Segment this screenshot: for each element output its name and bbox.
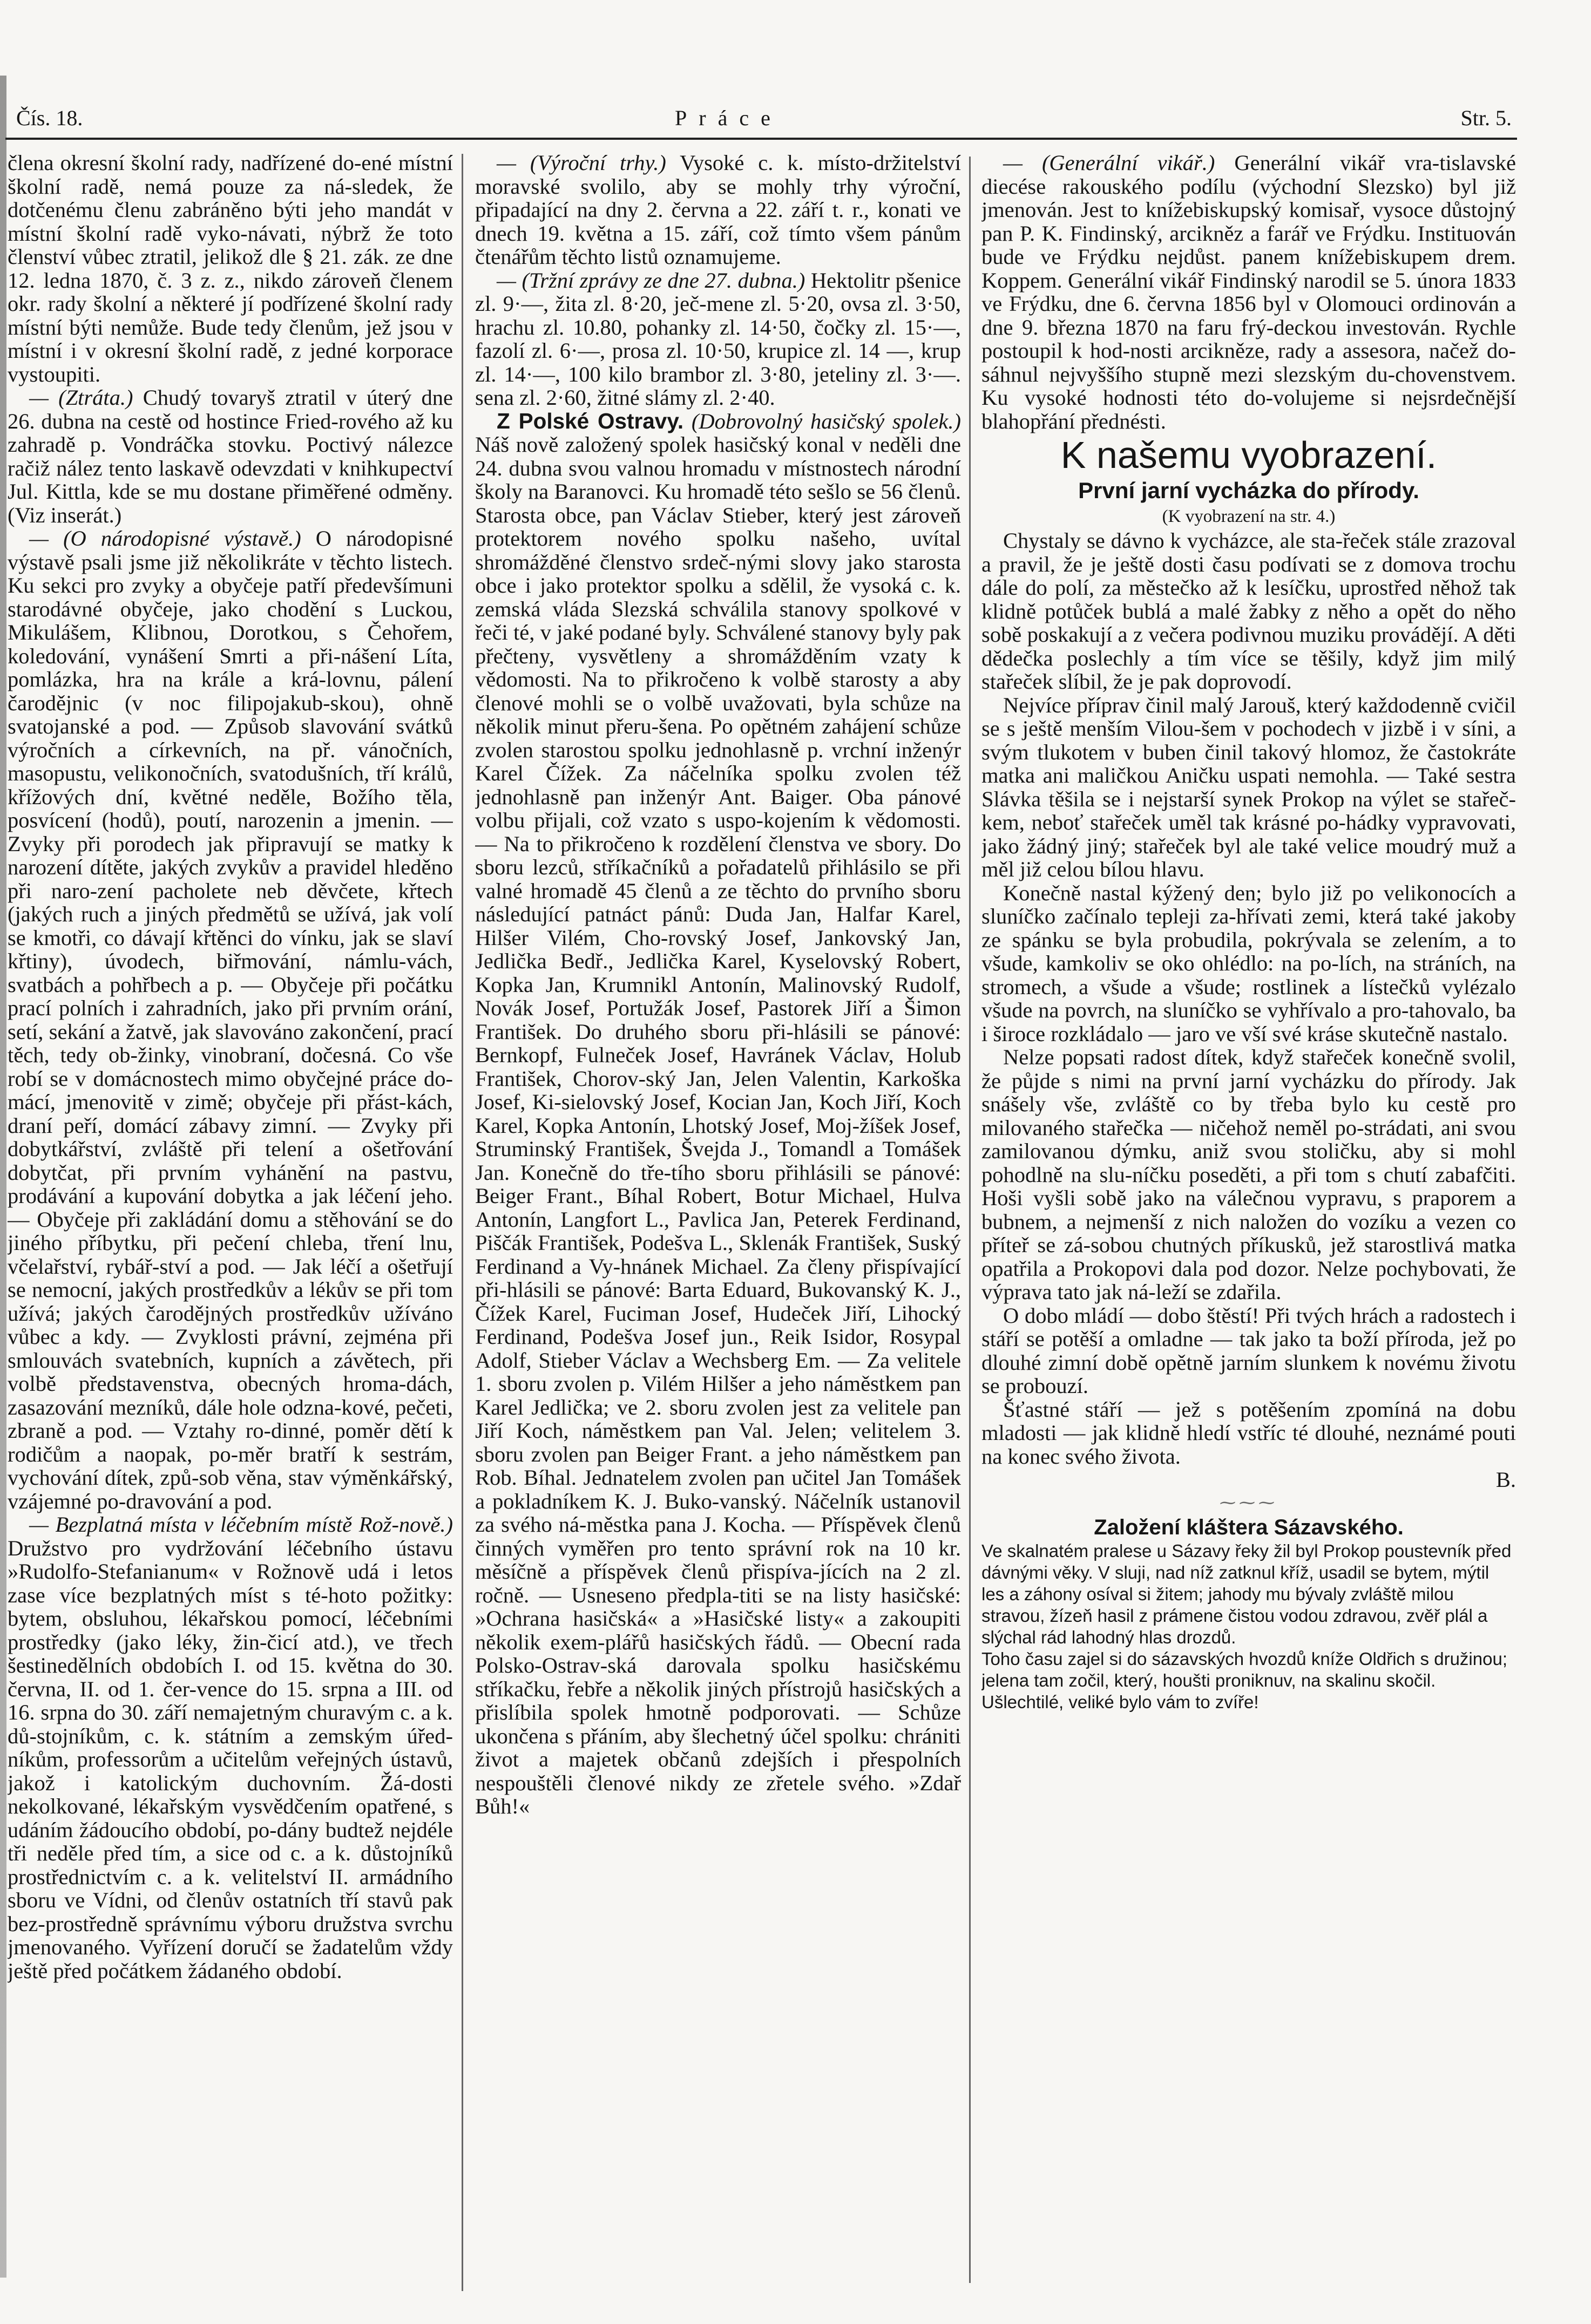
- article-lead: — (O národopisné výstavě.): [29, 526, 301, 551]
- article-lead: — (Tržní zprávy ze dne 27. dubna.): [497, 268, 805, 293]
- article-body: Generální vikář vra-tislavské diecése rakouského podílu (východní Slezsko) byl již jmenován. Jest to knížebiskupský komisař, vysoce důstojný pan P. K. Findinský, arcikněz a farář ve Frýdku. Instituován bude ve Frýdku nejdůst. panem knížebiskupem drem. Koppem. Generální vikář Findinský narodil se 5. února 1833 ve Frýdku, dne 6. června 1856 byl v Olomouci ordinován a dne 9. března 1870 na faru frý-deckou investován. Rychle postoupil k hod-nosti arcikněze, rady a assesora, načež do-sáhnul nejvyššího stupně mezi slezským du-chovenstvem. Ku vysoké hodnosti této do-volujeme si nejsrdečnější blahopřání přednésti.: [981, 151, 1516, 433]
- article-lead: — (Ztráta.): [29, 385, 133, 410]
- illustration-subheading: První jarní vycházka do přírody.: [1078, 478, 1419, 503]
- illustration-heading: K našemu vyobrazení.: [1060, 434, 1437, 476]
- column-3: [981, 151, 1516, 2272]
- market-report-article: [475, 269, 961, 410]
- article-body: Družstvo pro vydržování léčebního ústavu »Rudolfo-Stefanianum« v Rožnově udá i letos zase více bezplatných míst s té-hoto požitky: bytem, obsluhou, lékařskou pomocí, léčebními prostředky (jako léky, žin-čicí atd.), ve třech šestinedělních obdobích I. od 15. května do 30. června, II. od 1. čer-vence do 15. srpna a III. od 16. srpna do 30. září nemajetným churavým c. a k. dů-stojníkům, c. k. státním a zemským úřed-níkům, professorům a učitelům veřejných ústavů, jakož i katolickým duchovním. Žá-dosti nekolkované, lékařským vysvědčením opatřené, s udáním žádoucího období, po-dány budtež nejdéle tři neděle před tím, a sice od c. a k. důstojníků prostřednictvím c. a k. velitelství II. armádního sboru ve Vídni, od členův ostatních tří stavů pak bez-prostředně správnímu výboru družstva svrchu jmenovaného. Vyřízení doručí se žadatelům vždy ještě před počátkem žádaného období.: [8, 1535, 453, 1983]
- section-ornament: ⁓⁓⁓: [1220, 1493, 1278, 1512]
- column-divider: [462, 154, 463, 2291]
- issue-number: Čís. 18.: [16, 106, 83, 130]
- story-paragraph: Konečně nastal kýžený den; bylo již po velikonocích a sluníčko začínalo tepleji za-hřívati zemi, která také jakoby ze spánku se byla probudila, pokrývala se zelením, a to všude, kamkoliv se oko ohlédlo: na po-lích, na stráních, na stromech, a všude a všude; rostlinek a lístečků vylézalo všude na povrch, na sluníčko se vyhřívalo a pro-tahovalo, ba i široce rozkládalo — jaro ve vší své kráse skutečně nastalo.: [981, 880, 1516, 1046]
- article-lead: (Dobrovolný hasičský spolek.): [691, 409, 961, 433]
- article-lead: — (Generální vikář.): [1003, 151, 1215, 175]
- poem-stanza: Ve skalnatém pralese u Sázavy řeky žil byl Prokop poustevník před dávnými věky. V sluji, nad níž zatknul kříž, usadil se bytem, mýtil les a záhony osíval si žitem; jahody mu bývaly zvláště milou stravou, žízeň hasil z prámene čistou vodou zdravou, zvěř plál a slýchal rád lahodný hlas drozdů.: [981, 1540, 1512, 1647]
- article-body: O národopisné výstavě psali jsme již několikráte v těchto listech. Ku sekci pro zvyky a obyčeje patří předevšímuni starodávné obyčeje, jako chodění s Luckou, Mikulášem, Klibnou, Dorotkou, s Čehořem, koledování, vynášení Smrti a při-nášení Líta, pomlázka, hra na krále a krá-lovnu, pálení čarodějnic (v noc filipojakub-skou), ohně svatojanské a pod. — Způsob slavování svátků výročních a církevních, na př. vánočních, masopustu, velikonočních, svatodušních, tří králů, křížových dní, květné neděle, Božího těla, posvícení (hodů), poutí, narozenin a jmenin. — Zvyky při porodech jak připravují se matky k narození dítěte, jakých zvykův a pravidel hleděno při naro-zení pacholete neb děvčete, křtech (jakých ruch a jiných předmětů se užívá, jak volí se kmotři, co dávají křtěnci do vínku, jak se slaví křtiny), úvodech, biřmování, námlu-vách, svatbách a pohřbech a p. — Obyčeje při počátku prací polních i zahradních, jako při prvním orání, setí, sekání a žatvě, jak slavováno zakončení, prací těch, tedy ob-žinky, vinobraní, dočesná. Co vše robí se v domácnostech mimo obyčejné práce do-mácí, jmenovitě v zimě; obyčeje při přást-kách, draní peří, domácí zábavy zimní. — Zvyky při dobytkářství, zvláště při telení a ošetřování dobytčat, při prvním vyhánění na pastvu, prodávání a kupování dobytka a jak léčení jeho. — Obyčeje při zakládání domu a stěhování se do jiného příbytku, při pečení chleba, tření lnu, včelařství, rybář-ství a pod. — Jak léčí a ošetřují se nemocní, jakých prostředkův a lékův se při tom užívá; jakých čarodějných prostředkův užíváno vůbec a kdy. — Zvyklosti právní, zejména při smlouvách svatebních, kupních a závětech, při volbě představenstva, obecných hroma-dách, zasazování mezníků, dále hole odzna-kové, pečeti, zbraně a pod. — Vztahy ro-dinné, poměr dětí k rodičům a naopak, po-měr bratří k sestrám, vychování dítek, způ-sob věna, stav výměnkářský, vzájemné po-dravování a pod.: [8, 526, 453, 1513]
- poem-title: Založení kláštera Sázavského.: [1094, 1515, 1404, 1539]
- page-number: Str. 5.: [1460, 106, 1512, 130]
- column-divider: [969, 157, 971, 2283]
- story-paragraph: Nejvíce příprav činil malý Jarouš, který každodenně cvičil se s ještě menším Vilou-šem v pochodech v jizbě i v síni, a svým tlukotem v buben činil takový hlomoz, že častokráte matka ani maličkou Aničku uspati nemohla. — Také sestra Slávka těšila se i nejstarší synek Prokop na výlet se stařeč-kem, neboť stařeček uměl tak krásné po-hádky vypravovati, jako žádný jiný; stařeček byl ale také velice moudrý muž a měl již celou bílou hlavu.: [981, 692, 1516, 881]
- page-edge-shadow: [0, 76, 6, 2278]
- column-2: [475, 151, 961, 2272]
- school-board-paragraph: člena okresní školní rady, nadřízené do-ené místní školní radě, nemá pouze za ná-sledek, že dotčenému členu zabráněno býti jeho mandát v místní školní radě vyko-návati, nýbrž že toto členství vůbec ztratil, jelikož dle § 21. zák. ze dne 12. ledna 1870, č. 3 z. z., nikdo zároveň členem okr. rady školní a některé jí podřízené školní rady místní býti nemůže. Bude tedy členům, jež jsou v místní i v okresní školní radě, z jedné korporace vystoupiti.: [8, 151, 453, 386]
- story-paragraph: Nelze popsati radost dítek, když stařeček konečně svolil, že půjde s nimi na první jarní vycházku do přírody. Jak snášely vše, zvláště co by třeba bylo ku cestě pro milovaného stařečka — ničehož neměl po-strádati, ani svou zamilovanou dýmku, aniž svou stoličku, aby si mohl pohodlně na slu-níčku poseděti, a při tom s chutí zabafčiti. Hoši vyšli sobě jako na válečnou vypravu, s praporem a bubnem, a nejmenší z nich naložen do vozíku a vezen co příteř se zá-sobou chutných příkusků, jež starostlivá matka opatřila a Prokopovi dala pod dozor. Nelze pochybovati, že výprava tato jak ná-leží se zdařila.: [981, 1045, 1516, 1304]
- poem-stanza: Toho času zajel si do sázavských hvozdů kníže Oldřich s družinou; jelena tam zočil, který, houšti proniknuv, na skalinu skočil. Ušlechtilé, veliké bylo vám to zvíře!: [981, 1648, 1507, 1712]
- poem: [981, 1540, 1516, 1713]
- annual-fairs-article: [475, 151, 961, 269]
- author-signature: B.: [1495, 1467, 1516, 1492]
- lost-item-article: [8, 386, 453, 527]
- column-1: [8, 151, 453, 2299]
- article-lead: — (Výroční trhy.): [497, 151, 666, 175]
- vicar-general-article: [981, 151, 1516, 433]
- spa-places-article: [8, 1513, 453, 1982]
- article-body: Hektolitr pšenice zl. 9·—, žita zl. 8·20, ječ-mene zl. 5·20, ovsa zl. 3·50, hrachu zl. 10.80, pohanky zl. 14·50, čočky zl. 15·—, fazolí zl. 6·—, prosa zl. 10·50, krupice zl. 14 —, krup zl. 14·—, 100 kilo brambor zl. 3·80, jeteliny zl. 3·—. sena zl. 2·60, žitné slámy zl. 2·40.: [475, 268, 961, 410]
- newspaper-title: Práce: [675, 106, 782, 130]
- story-paragraph: Chystaly se dávno k vycházce, ale sta-řeček stále zrazoval a pravil, že je ještě dosti času podívati se z domova trochu dále do polí, za městečko až k lesíčku, uprostřed něhož tak klidně potůček bublá a malé žabky z něho a opět do něho sobě poskakují a z večera podivnou muziku provádějí. A děti dědečka poslechly a tím více se těšily, když jim milý stařeček slíbil, že je pak doprovodí.: [981, 528, 1516, 694]
- story-paragraph: Šťastné stáří — jež s potěšením zpomíná na dobu mladosti — jak klidně hledí vstříc té dlouhé, neznámé pouti na konec svého života.: [981, 1397, 1516, 1469]
- article-body: Náš nově založený spolek hasičský konal v neděli dne 24. dubna svou valnou hromadu v místnostech národní školy na Baranovci. Ku hromadě této sešlo se 56 členů. Starosta obce, pan Václav Stieber, který jest zároveň protektorem nového spolku našeho, uvítal shromážděné členstvo srdeč-nými slovy jako starosta obce i jako protektor spolku a sdělil, že vysoká c. k. zemská vláda Slezská schválila stanovy spolkové v řeči té, v jaké podané byly. Schválené stanovy byly pak přečteny, vysvětleny a shromážděním vzaty k vědomosti. Na to přikročeno k volbě starosty a aby členové mohli se o volbě uvažovati, byla schůze na několik minut přeru-šena. Po opětném zahájení schůze zvolen starostou spolku jednohlasně p. vrchní inženýr Karel Čížek. Za náčelníka spolku zvolen též jednohlasně pan inženýr Ant. Baiger. Oba pánové volbu přijali, což vzato s uspo-kojením k vědomosti. — Na to přikročeno k rozdělení členstva ve sbory. Do sboru lezců, stříkačníků a pořadatelů přihlásilo se při valné hromadě 45 členů a ze těchto do prvního sboru následující patnáct pánů: Duda Jan, Halfar Karel, Hilšer Vilém, Cho-rovský Josef, Jankovský Jan, Jedlička Bedř., Jedlička Karel, Kyselovský Robert, Kopka Jan, Krumnikl Antonín, Malinovský Rudolf, Novák Josef, Portužák Josef, Pastorek Jiří a Šimon František. Do druhého sboru při-hlásili se pánové: Bernkopf, Fulneček Josef, Havránek Václav, Holub František, Chorov-ský Jan, Jelen Valentin, Karkoška Josef, Ki-sielovský Josef, Kocian Jan, Koch Jiří, Koch Karel, Kopka Antonín, Lhotský Josef, Moj-žíšek Josef, Struminský František, Švejda J., Tomandl a Tomášek Jan. Konečně do tře-tího sboru přihlásili se pánové: Beiger Frant., Bíhal Robert, Botur Michael, Hulva Antonín, Langfort L., Pavlica Jan, Peterek Ferdinand, Piščák František, Podešva L., Sklenák František, Suský Ferdinand a Vy-hnánek Michael. Za členy přispívající při-hlásili se pánové: Barta Eduard, Bukovanský K. J., Čížek Karel, Fuciman Josef, Hudeček Jiří, Lihocký Ferdinand, Podešva Josef jun., Reik Isidor, Rosypal Adolf, Stieber Václav a Wechsberg Em. — Za velitele 1. sboru zvolen p. Vilém Hilšer a jeho náměstkem pan Karel Jedlička; ve 2. sboru zvolen jest za velitele pan Jiří Koch, náměstkem pan Val. Jelen; velitelem 3. sboru zvolen pan Beiger Frant. a jeho náměstkem pan Rob. Bíhal. Jednatelem zvolen pan učitel Jan Tomášek a pokladníkem K. J. Buko-vanský. Náčelník ustanovil za svého ná-městka pana J. Kocha. — Příspěvek členů činných vyměřen pro tento správní rok na 10 kr. měsíčně a příspěvek členů přispíva-jících na 2 zl. ročně. — Usneseno předpla-titi se na listy hasičské: »Ochrana hasičská« a »Hasičské listy« a zakoupiti několik exem-plářů hasičských řádů. — Obecní rada Polsko-Ostrav-ská darovala spolku hasičskému stříkačku, řebře a několik jiných přístrojů hasičských a přislíbila spolek hmotně podporovati. — Schůze ukončena s přáním, aby šlechetný účel spolku: chrániti život a majetek občanů zdejších i přespolních nespouštěli členové nikdy ze zřetele svého. »Zdař Bůh!«: [475, 432, 961, 1818]
- story-paragraph: O dobo mládí — dobo štěstí! Při tvých hrách a radostech i stáří se potěší a omladne — tak jako ta boží příroda, jež po dlouhé zimní době opětně jarním slunkem k novému životu se probouzí.: [981, 1303, 1516, 1398]
- article-body: Chudý tovaryš ztratil v úterý dne 26. dubna na cestě od hostince Fried-rového až ku zahradě p. Vondráčka stovku. Poctivý nálezce račiž nález tento laskavě odevzdati v knihkupectví Jul. Kittla, kde se mu dostane přiměřené odměny. (Viz inserát.): [8, 385, 453, 527]
- header-rule: [5, 138, 1517, 140]
- article-lead: — Bezplatná místa v léčebním místě Rož-nově.): [29, 1512, 453, 1537]
- article-body: Vysoké c. k. místo-držitelství moravské svolilo, aby se mohly trhy výroční, připadající na dny 2. června a 22. září t. r., konati ve dnech 19. května a 15. září, což tímto všem pánům čtenářům těchto listů oznamujeme.: [475, 151, 961, 269]
- ethnographic-exhibition-article: [8, 527, 453, 1513]
- illustration-page-note: (K vyobrazení na str. 4.): [1162, 507, 1336, 526]
- fire-brigade-article: [475, 410, 961, 1818]
- town-heading: Z Polské Ostravy.: [497, 408, 684, 433]
